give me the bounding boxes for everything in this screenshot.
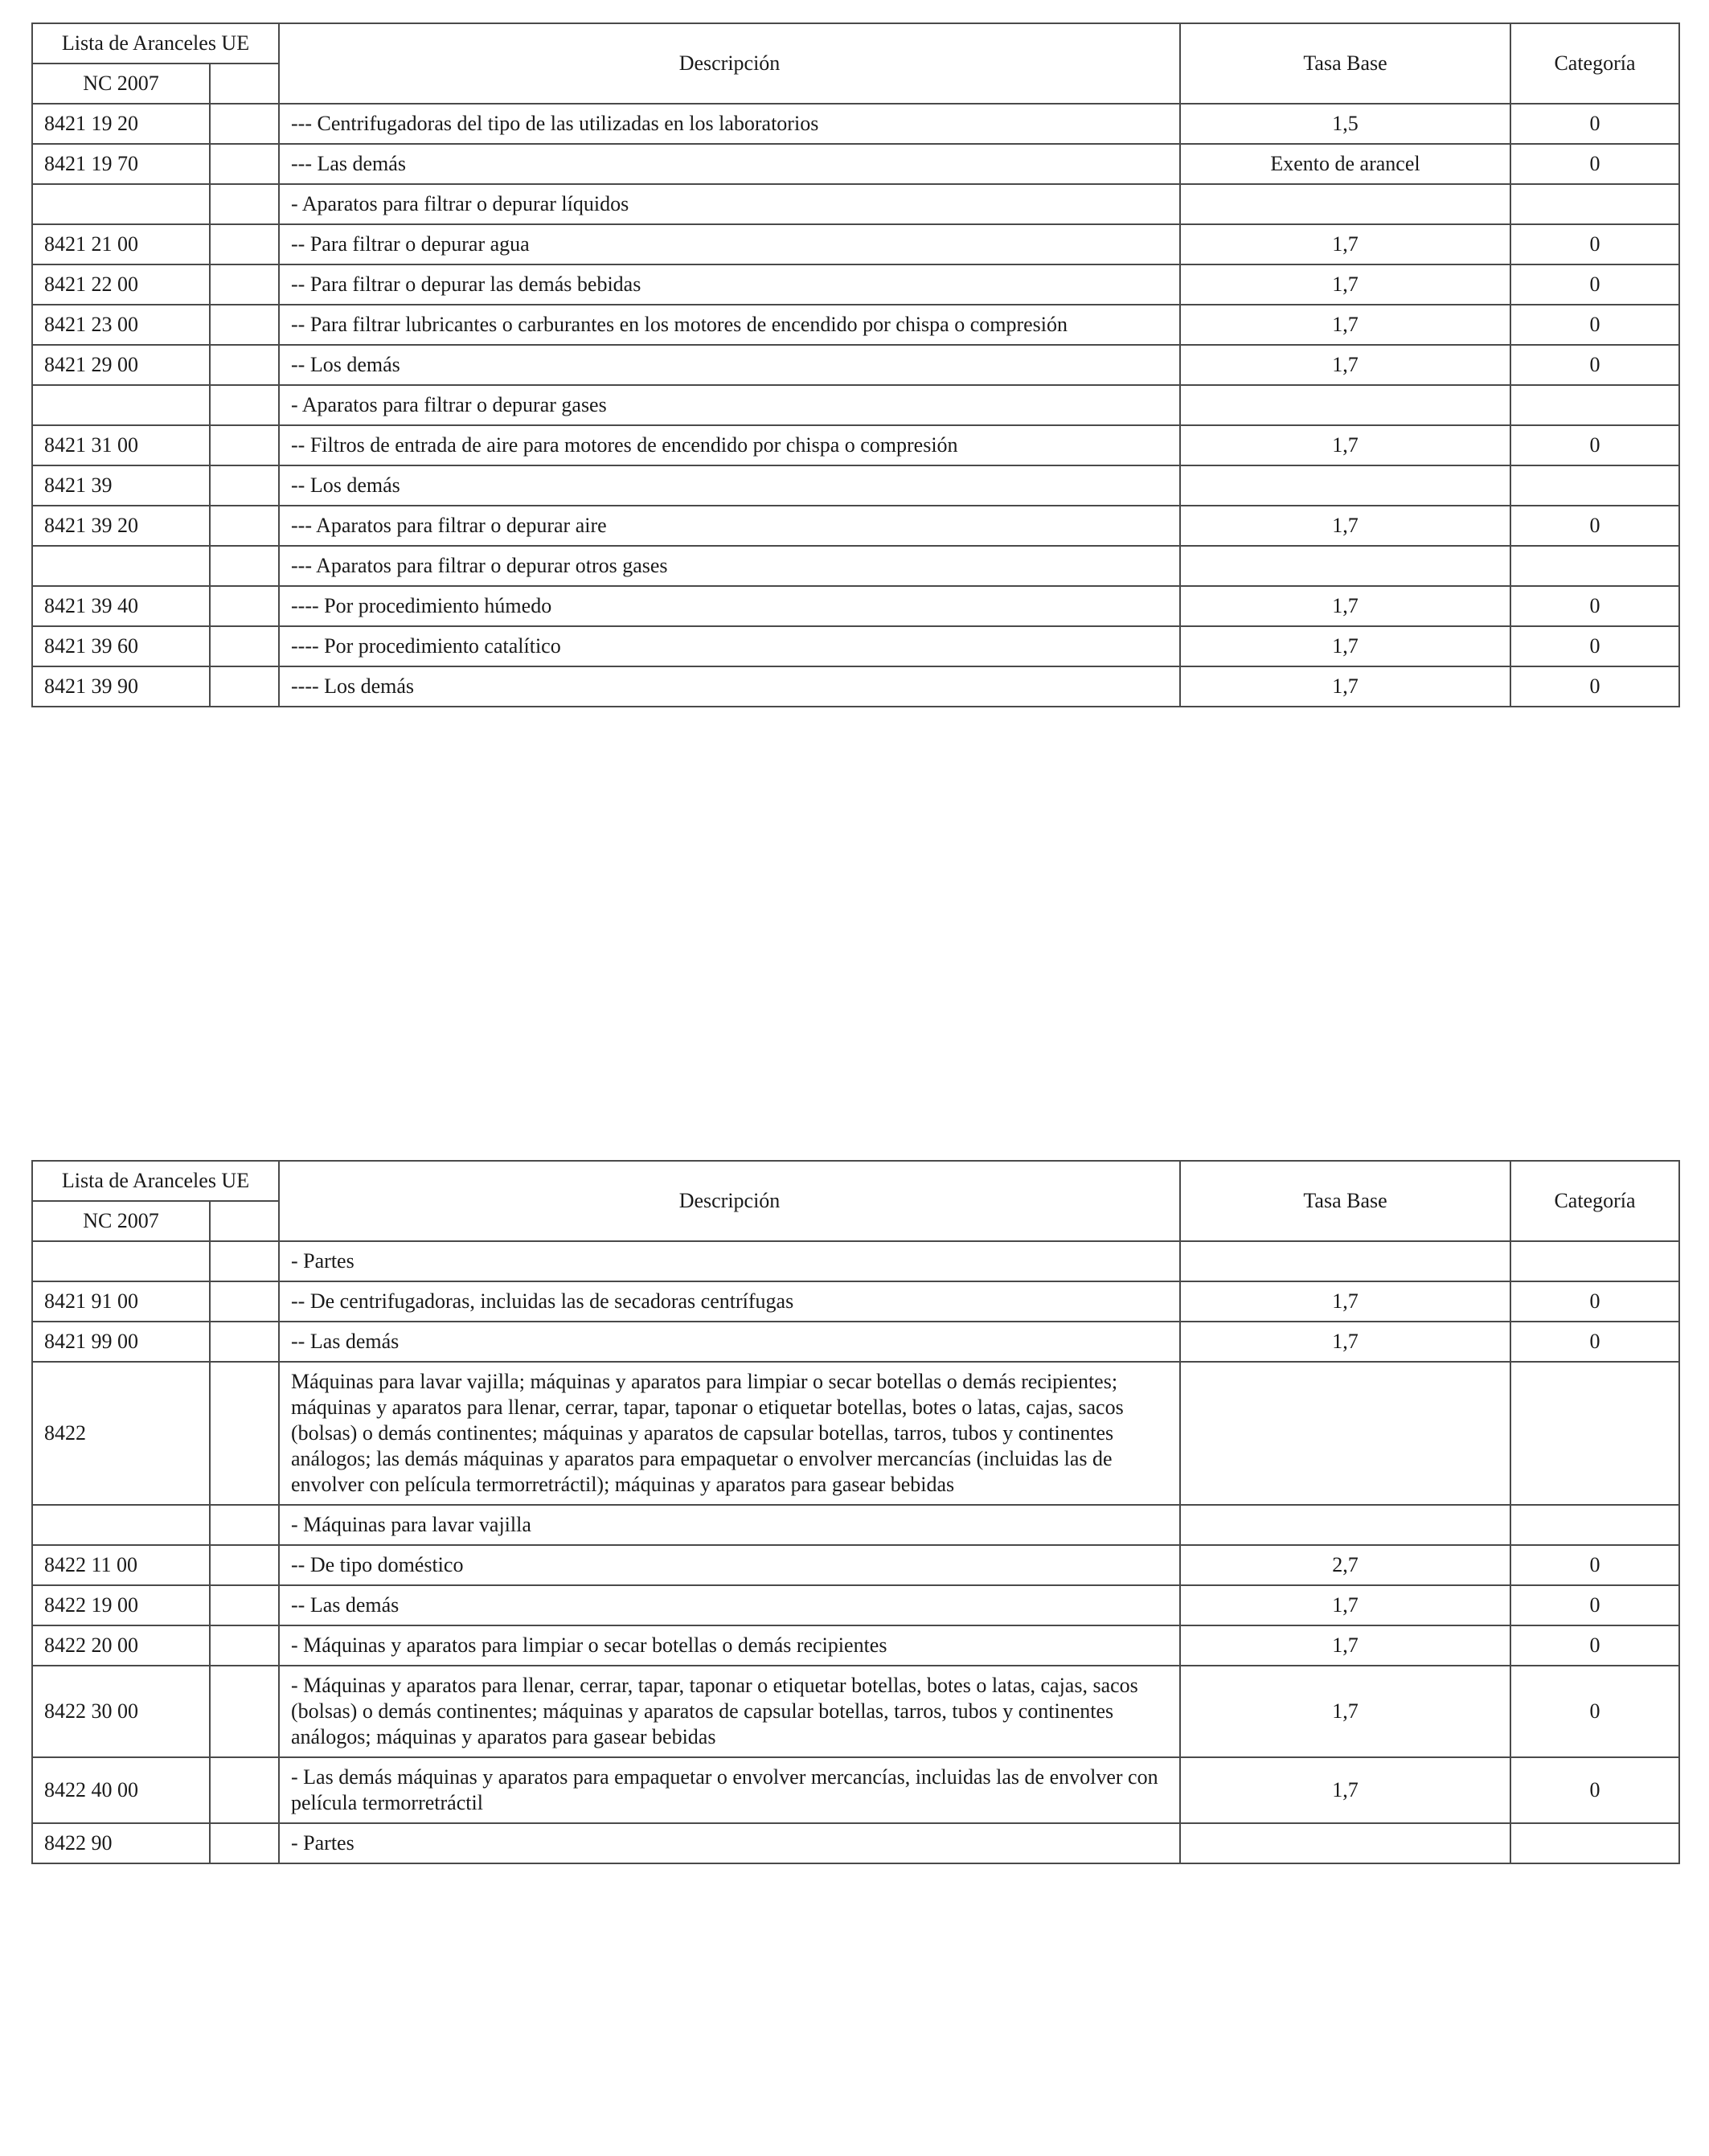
description-cell: ---- Por procedimiento húmedo [279,586,1180,626]
base-rate-cell: 1,7 [1180,224,1510,264]
spacer-cell [210,1362,279,1505]
spacer-cell [210,546,279,586]
base-rate-cell: 1,7 [1180,506,1510,546]
table-row [32,666,1679,707]
category-cell [1510,184,1679,224]
spacer-cell [210,1322,279,1362]
spacer-cell [210,1625,279,1666]
category-cell: 0 [1510,626,1679,666]
category-cell: 0 [1510,1625,1679,1666]
base-rate-cell [1180,184,1510,224]
header-row [32,1161,1679,1201]
base-rate-cell: 1,7 [1180,626,1510,666]
code-cell: 8421 39 [32,465,210,506]
spacer-cell [210,104,279,144]
code-cell: 8421 99 00 [32,1322,210,1362]
code-cell: 8421 22 00 [32,264,210,305]
header-nc: NC 2007 [32,64,210,104]
spacer-cell [210,144,279,184]
header-row [32,23,1679,64]
code-cell [32,546,210,586]
spacer-cell [210,1281,279,1322]
category-cell: 0 [1510,224,1679,264]
spacer-cell [210,465,279,506]
table-body [32,1241,1679,1863]
header-list: Lista de Aranceles UE [32,1161,279,1201]
spacer-cell [210,305,279,345]
base-rate-cell [1180,385,1510,425]
code-cell: 8421 19 70 [32,144,210,184]
header-description: Descripción [279,23,1180,104]
category-cell: 0 [1510,425,1679,465]
description-cell: -- Para filtrar o depurar agua [279,224,1180,264]
description-cell: -- De centrifugadoras, incluidas las de secadoras centrífugas [279,1281,1180,1322]
base-rate-cell: 1,7 [1180,305,1510,345]
category-cell: 0 [1510,1585,1679,1625]
spacer-cell [210,586,279,626]
base-rate-cell: 1,7 [1180,425,1510,465]
category-cell: 0 [1510,305,1679,345]
description-cell: - Partes [279,1823,1180,1863]
code-cell [32,1505,210,1545]
table-row [32,385,1679,425]
category-cell: 0 [1510,1281,1679,1322]
code-cell: 8421 39 90 [32,666,210,707]
table-row [32,1322,1679,1362]
spacer-cell [210,1585,279,1625]
base-rate-cell [1180,1505,1510,1545]
description-cell: - Máquinas y aparatos para llenar, cerrar, tapar, taponar o etiquetar botellas, botes o latas, cajas, sacos (bolsas) o demás continentes; máquinas y aparatos de capsular botellas, tarros, tubos y continentes análogos; máquinas y aparatos para gasear bebidas [279,1666,1180,1757]
spacer-cell [210,345,279,385]
category-cell: 0 [1510,506,1679,546]
table-row [32,1362,1679,1505]
spacer-cell [210,385,279,425]
spacer-cell [210,1505,279,1545]
base-rate-cell: 1,7 [1180,1625,1510,1666]
table-row [32,506,1679,546]
base-rate-cell [1180,546,1510,586]
category-cell [1510,1505,1679,1545]
spacer-cell [210,1757,279,1823]
base-rate-cell: 1,7 [1180,1757,1510,1823]
description-cell: --- Aparatos para filtrar o depurar aire [279,506,1180,546]
base-rate-cell [1180,465,1510,506]
table-row [32,1823,1679,1863]
header-description: Descripción [279,1161,1180,1241]
base-rate-cell: 1,7 [1180,1322,1510,1362]
tariff-table-2 [31,1160,1680,1864]
spacer-cell [210,184,279,224]
header-base-rate: Tasa Base [1180,1161,1510,1241]
spacer-cell [210,224,279,264]
category-cell [1510,385,1679,425]
description-cell: Máquinas para lavar vajilla; máquinas y aparatos para limpiar o secar botellas o demás recipientes; máquinas y aparatos para llenar, cerrar, tapar, taponar o etiquetar botellas, botes o latas, cajas, sacos (bolsas) o demás continentes; máquinas y aparatos de capsular botellas, tarros, tubos y continentes análogos; las demás máquinas y aparatos para empaquetar o envolver mercancías (incluidas las de envolver con película termorretráctil); máquinas y aparatos para gasear bebidas [279,1362,1180,1505]
base-rate-cell: 1,7 [1180,1585,1510,1625]
table-row [32,425,1679,465]
spacer-cell [210,1241,279,1281]
code-cell: 8421 39 40 [32,586,210,626]
category-cell: 0 [1510,144,1679,184]
code-cell: 8422 20 00 [32,1625,210,1666]
code-cell: 8421 21 00 [32,224,210,264]
spacer-cell [210,1666,279,1757]
code-cell: 8421 91 00 [32,1281,210,1322]
table-row [32,1625,1679,1666]
description-cell: - Máquinas y aparatos para limpiar o secar botellas o demás recipientes [279,1625,1180,1666]
code-cell: 8422 11 00 [32,1545,210,1585]
category-cell: 0 [1510,1322,1679,1362]
category-cell [1510,465,1679,506]
code-cell: 8422 40 00 [32,1757,210,1823]
table-row [32,144,1679,184]
table-row [32,1241,1679,1281]
table-row [32,1666,1679,1757]
header-blank [210,64,279,104]
spacer-cell [210,1823,279,1863]
base-rate-cell: 2,7 [1180,1545,1510,1585]
description-cell: -- Para filtrar lubricantes o carburantes en los motores de encendido por chispa o compresión [279,305,1180,345]
base-rate-cell [1180,1241,1510,1281]
base-rate-cell: 1,7 [1180,345,1510,385]
code-cell: 8421 31 00 [32,425,210,465]
base-rate-cell [1180,1362,1510,1505]
table-row [32,1545,1679,1585]
code-cell: 8421 39 60 [32,626,210,666]
spacer-cell [210,1545,279,1585]
code-cell: 8421 39 20 [32,506,210,546]
description-cell: -- De tipo doméstico [279,1545,1180,1585]
base-rate-cell [1180,1823,1510,1863]
code-cell [32,184,210,224]
code-cell: 8422 90 [32,1823,210,1863]
base-rate-cell: 1,7 [1180,666,1510,707]
base-rate-cell: 1,7 [1180,1666,1510,1757]
table-row [32,1281,1679,1322]
base-rate-cell: 1,7 [1180,586,1510,626]
tariff-table-1 [31,23,1680,707]
table-row [32,586,1679,626]
header-category: Categoría [1510,1161,1679,1241]
description-cell: ---- Los demás [279,666,1180,707]
category-cell: 0 [1510,1757,1679,1823]
description-cell: - Partes [279,1241,1180,1281]
spacer-cell [210,626,279,666]
category-cell: 0 [1510,586,1679,626]
description-cell: -- Los demás [279,345,1180,385]
table-row [32,224,1679,264]
header-blank [210,1201,279,1241]
spacer-cell [210,264,279,305]
table-row [32,264,1679,305]
table-row [32,546,1679,586]
table-row [32,305,1679,345]
table-row [32,465,1679,506]
description-cell: -- Los demás [279,465,1180,506]
base-rate-cell: Exento de arancel [1180,144,1510,184]
header-category: Categoría [1510,23,1679,104]
description-cell: --- Las demás [279,144,1180,184]
table-row [32,1505,1679,1545]
description-cell: - Aparatos para filtrar o depurar líquidos [279,184,1180,224]
category-cell: 0 [1510,1545,1679,1585]
category-cell [1510,1362,1679,1505]
description-cell: -- Filtros de entrada de aire para motores de encendido por chispa o compresión [279,425,1180,465]
table-row [32,345,1679,385]
code-cell: 8421 23 00 [32,305,210,345]
description-cell: - Máquinas para lavar vajilla [279,1505,1180,1545]
code-cell [32,385,210,425]
description-cell: ---- Por procedimiento catalítico [279,626,1180,666]
category-cell: 0 [1510,666,1679,707]
category-cell: 0 [1510,345,1679,385]
code-cell: 8421 19 20 [32,104,210,144]
header-base-rate: Tasa Base [1180,23,1510,104]
description-cell: -- Las demás [279,1322,1180,1362]
spacer-cell [210,506,279,546]
category-cell [1510,1823,1679,1863]
description-cell: -- Las demás [279,1585,1180,1625]
category-cell [1510,546,1679,586]
category-cell [1510,1241,1679,1281]
table-row [32,184,1679,224]
description-cell: - Aparatos para filtrar o depurar gases [279,385,1180,425]
table-row [32,104,1679,144]
table-body [32,104,1679,707]
code-cell: 8422 30 00 [32,1666,210,1757]
description-cell: --- Centrifugadoras del tipo de las utilizadas en los laboratorios [279,104,1180,144]
table-row [32,1757,1679,1823]
spacer-cell [210,666,279,707]
base-rate-cell: 1,7 [1180,264,1510,305]
spacer-cell [210,425,279,465]
code-cell: 8422 19 00 [32,1585,210,1625]
code-cell: 8422 [32,1362,210,1505]
code-cell [32,1241,210,1281]
header-list: Lista de Aranceles UE [32,23,279,64]
category-cell: 0 [1510,104,1679,144]
base-rate-cell: 1,5 [1180,104,1510,144]
category-cell: 0 [1510,264,1679,305]
description-cell: --- Aparatos para filtrar o depurar otros gases [279,546,1180,586]
base-rate-cell: 1,7 [1180,1281,1510,1322]
code-cell: 8421 29 00 [32,345,210,385]
category-cell: 0 [1510,1666,1679,1757]
description-cell: - Las demás máquinas y aparatos para empaquetar o envolver mercancías, incluidas las de envolver con película termorretráctil [279,1757,1180,1823]
header-nc: NC 2007 [32,1201,210,1241]
description-cell: -- Para filtrar o depurar las demás bebidas [279,264,1180,305]
table-row [32,626,1679,666]
table-row [32,1585,1679,1625]
